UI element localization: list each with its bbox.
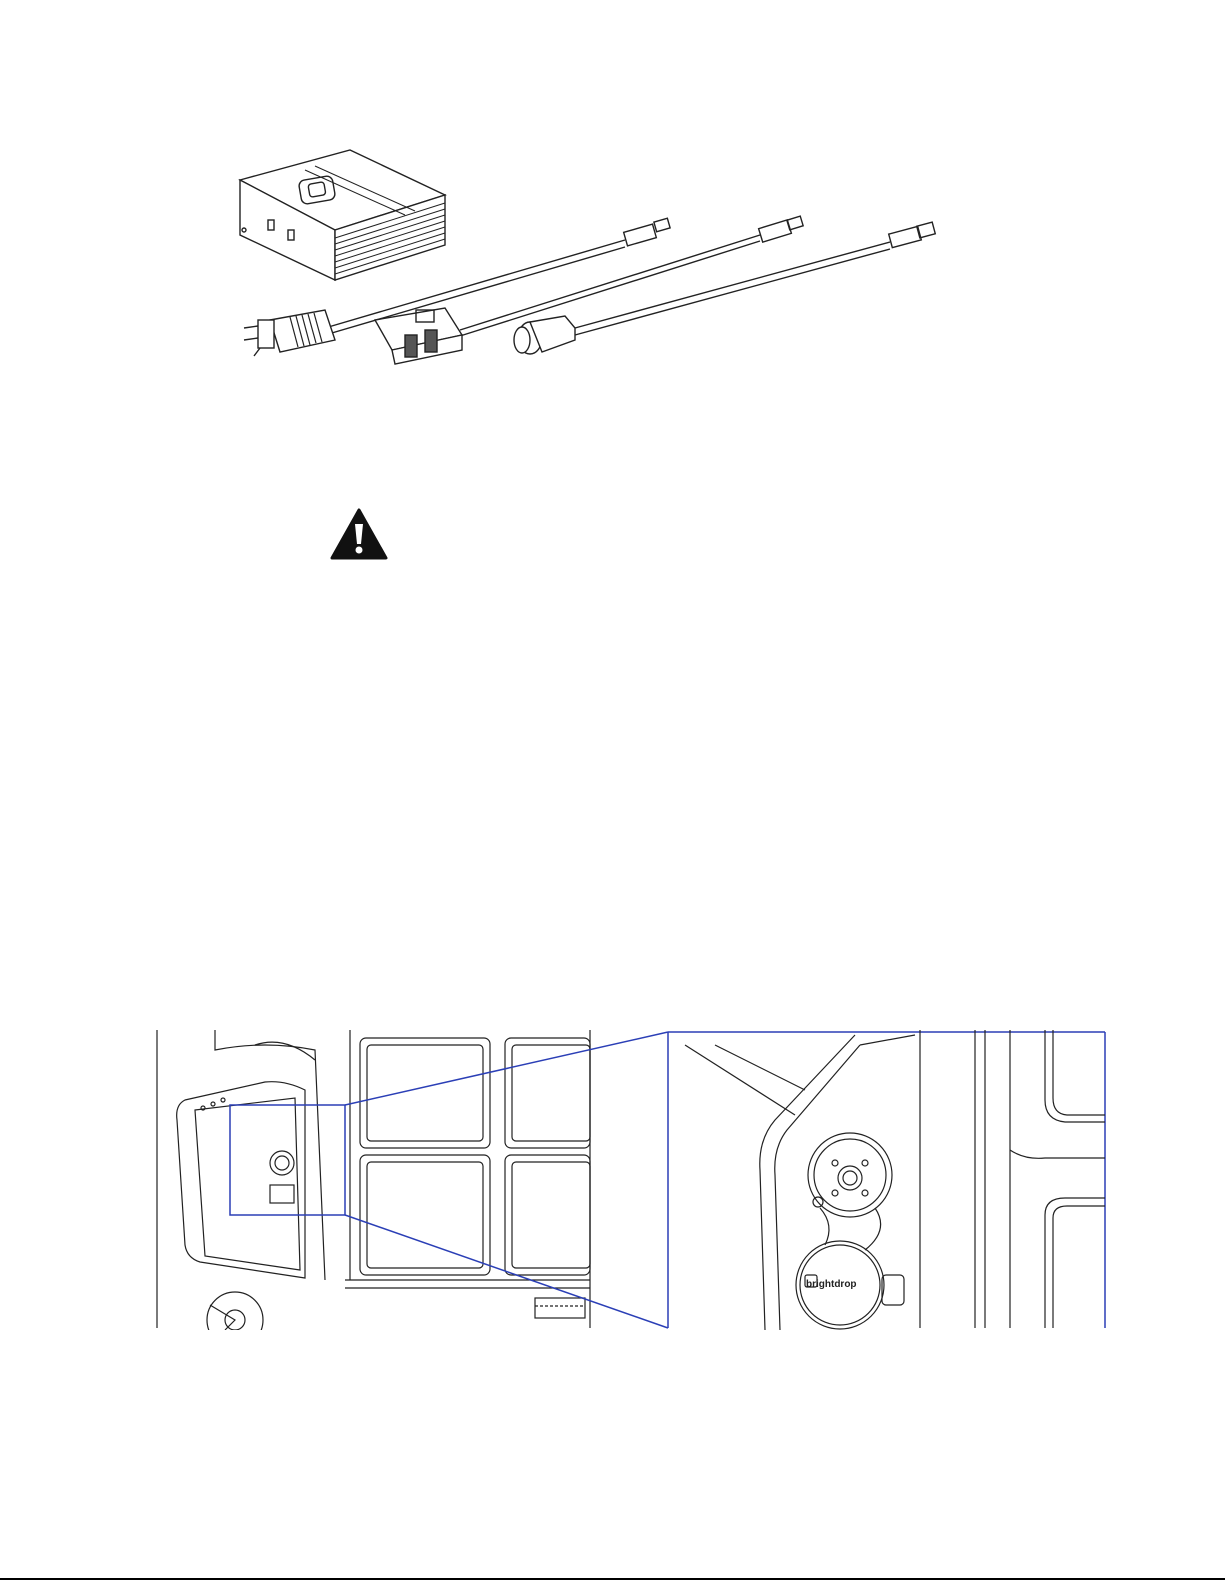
page-bottom-rule — [0, 1578, 1225, 1580]
round-connector-cable — [514, 222, 935, 354]
cart-overview — [177, 1030, 590, 1330]
cap-logo: brightdrop — [806, 1279, 857, 1290]
charge-port-detail — [685, 1030, 1105, 1330]
warning-icon — [330, 508, 388, 560]
charger-illustration — [230, 130, 950, 390]
callout-lines — [230, 1032, 1105, 1328]
cart-charge-port-figure — [155, 1030, 1110, 1330]
charger-box — [240, 150, 445, 280]
